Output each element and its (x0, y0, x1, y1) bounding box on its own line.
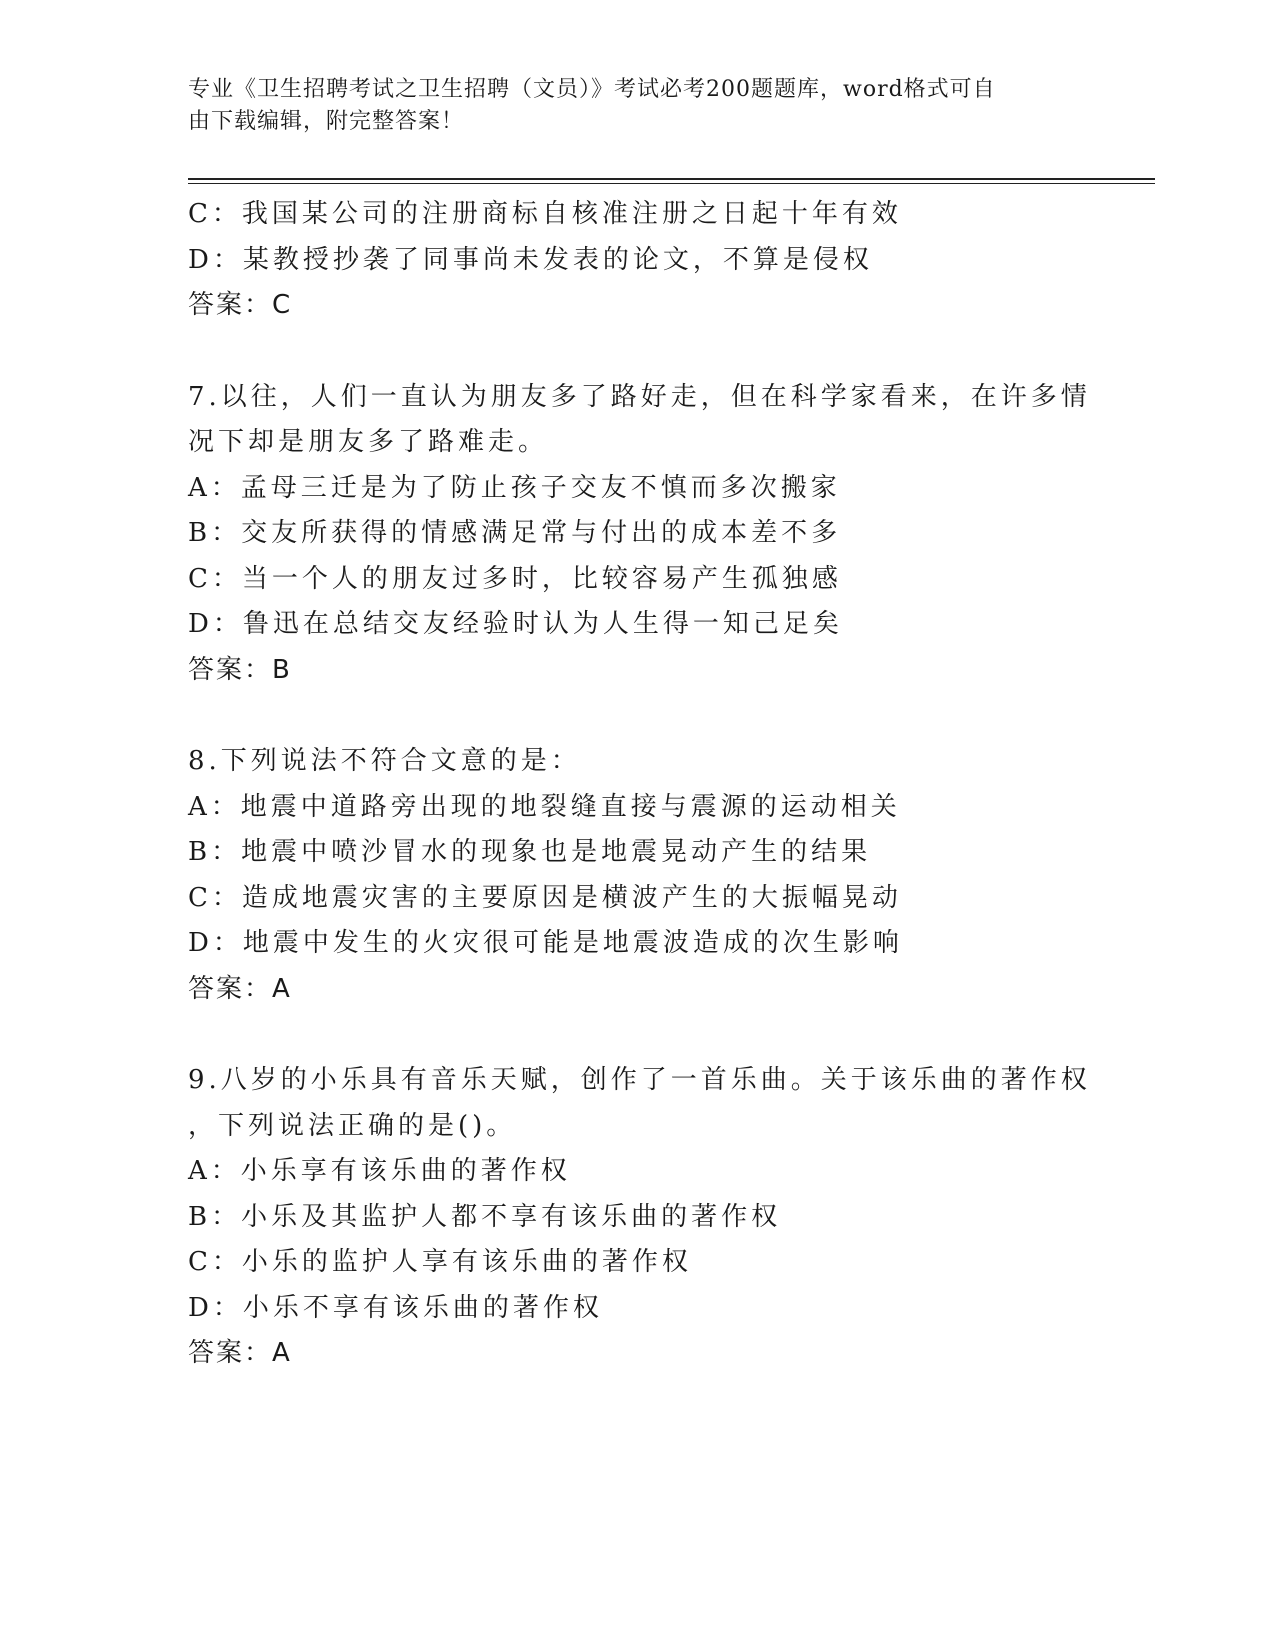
question-stem-line: 况下却是朋友多了路难走。 (188, 427, 549, 457)
option-c: C：我国某公司的注册商标自核准注册之日起十年有效 (188, 199, 902, 229)
option-d: D：某教授抄袭了同事尚未发表的论文，不算是侵权 (188, 244, 873, 275)
answer-line: 答案：B (188, 654, 292, 685)
option-d: D：小乐不享有该乐曲的著作权 (188, 1292, 603, 1323)
header-rule-thick (188, 178, 1155, 180)
question-stem-line: 8.下列说法不符合文意的是： (188, 746, 581, 776)
question-7 (188, 375, 1091, 694)
option-c: C：当一个人的朋友过多时，比较容易产生孤独感 (188, 563, 842, 594)
question-stem-line: ，下列说法正确的是()。 (188, 1110, 517, 1141)
option-d: D：地震中发生的火灾很可能是地震波造成的次生影响 (188, 928, 903, 958)
option-a: A：小乐享有该乐曲的著作权 (188, 1156, 571, 1186)
answer-line: 答案：A (188, 1338, 292, 1368)
option-c: C：小乐的监护人享有该乐曲的著作权 (188, 1247, 692, 1277)
question-8 (188, 739, 1088, 1012)
question-6-tail (188, 192, 1088, 329)
document-header (188, 74, 1068, 138)
question-list (188, 192, 1091, 1377)
option-d: D：鲁迅在总结交友经验时认为人生得一知己足矣 (188, 609, 843, 639)
answer-line: 答案：C (188, 290, 293, 320)
header-line-2: 由下载编辑，附完整答案！ (188, 109, 465, 134)
header-line-1: 专业《卫生招聘考试之卫生招聘（文员）》考试必考200题题库，word格式可自 (188, 77, 996, 102)
header-rule-thin (188, 183, 1155, 184)
question-9 (188, 1058, 1091, 1377)
option-a: A：孟母三迁是为了防止孩子交友不慎而多次搬家 (188, 472, 841, 503)
option-b: B：交友所获得的情感满足常与付出的成本差不多 (188, 518, 842, 548)
answer-line: 答案：A (188, 973, 292, 1004)
question-stem-line: 7.以往，人们一直认为朋友多了路好走，但在科学家看来，在许多情 (188, 381, 1091, 412)
option-b: B：地震中喷沙冒水的现象也是地震晃动产生的结果 (188, 837, 872, 867)
question-stem-line: 9.八岁的小乐具有音乐天赋，创作了一首乐曲。关于该乐曲的著作权 (188, 1065, 1091, 1095)
option-c: C：造成地震灾害的主要原因是横波产生的大振幅晃动 (188, 882, 902, 913)
option-a: A：地震中道路旁出现的地裂缝直接与震源的运动相关 (188, 791, 901, 822)
option-b: B：小乐及其监护人都不享有该乐曲的著作权 (188, 1201, 782, 1232)
